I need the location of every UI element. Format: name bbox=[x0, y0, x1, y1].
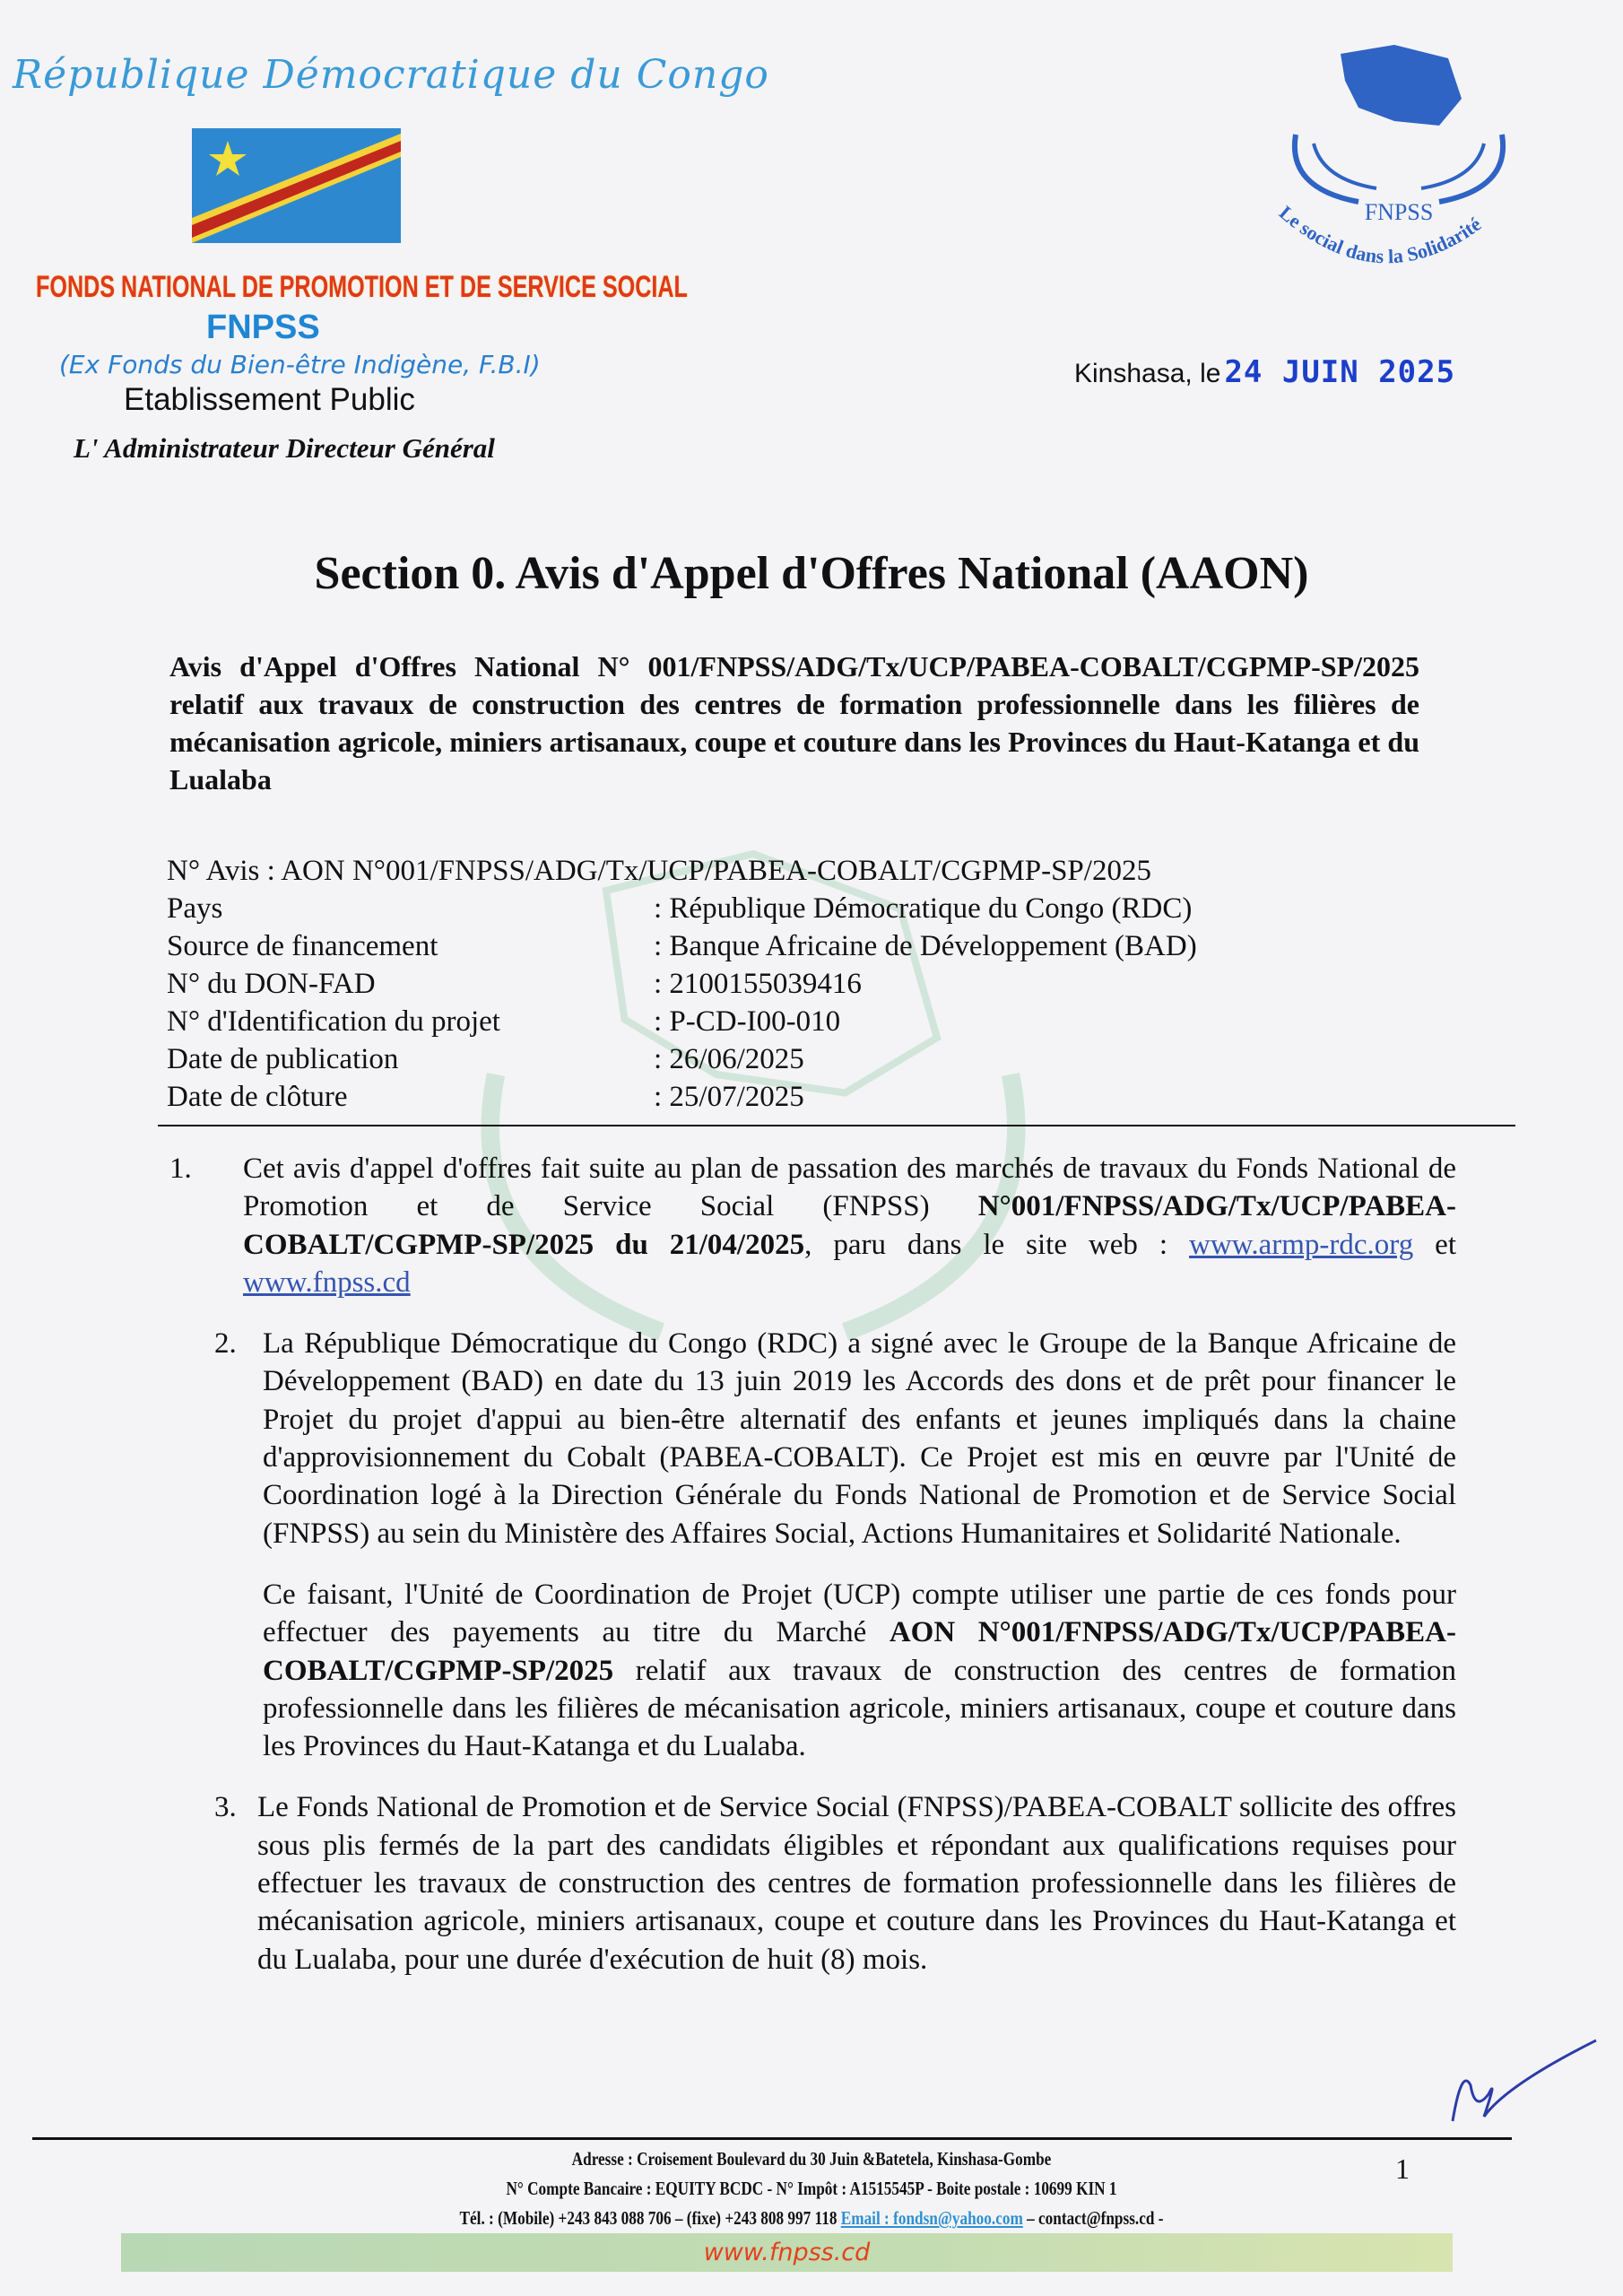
logo-acronym: FNPSS bbox=[1364, 199, 1434, 225]
info-key: N° du DON-FAD bbox=[167, 968, 376, 1000]
info-value: : 25/07/2025 bbox=[654, 1081, 804, 1113]
info-row bbox=[167, 890, 1623, 927]
fnpss-logo bbox=[1260, 36, 1538, 296]
divider bbox=[158, 1125, 1515, 1126]
initials-signature bbox=[1435, 2031, 1605, 2130]
country-script-heading: République Démocratique du Congo bbox=[13, 52, 769, 98]
list-item bbox=[263, 1576, 1623, 1765]
date-line bbox=[1074, 354, 1455, 390]
document-body bbox=[0, 648, 1623, 1979]
info-key: Pays bbox=[167, 892, 223, 925]
footer-divider bbox=[32, 2137, 1512, 2140]
paragraph-ce-faisant: Ce faisant, l'Unité de Coordination de Projet (UCP) compte utiliser une partie de ces fonds pour effectuer des payements au titre du Marché AON N°001/FNPSS/ADG/Tx/UCP/PABEA-COBALT/CGPMP-SP/2025 relatif aux travaux de construction des centres de formation professionnelle dans les filières de mécanisation agricole, miniers artisanaux, coupe et couture dans les Provinces du Haut-Katanga et du Lualaba. bbox=[263, 1578, 1456, 1763]
info-row bbox=[167, 1078, 1623, 1116]
website-text: www.fnpss.cd bbox=[703, 2239, 871, 2266]
info-row bbox=[167, 1003, 1623, 1040]
notice-info bbox=[167, 852, 1623, 1116]
info-value: : Banque Africaine de Développement (BAD) bbox=[654, 930, 1197, 962]
logo-motto: Le social dans la Solidarité bbox=[1274, 201, 1486, 268]
info-row bbox=[167, 965, 1623, 1003]
email-link[interactable]: Email : fondsn@yahoo.com bbox=[840, 2207, 1023, 2229]
footer-bank: N° Compte Bancaire : EQUITY BCDC - N° Impôt : A1515545P - Boite postale : 10699 KIN 1 bbox=[506, 2178, 1117, 2199]
info-value: : P-CD-I00-010 bbox=[654, 1005, 841, 1038]
signatory-title: L' Administrateur Directeur Général bbox=[74, 432, 495, 464]
org-acronym: FNPSS bbox=[206, 309, 320, 346]
list-item bbox=[214, 1325, 1623, 1552]
page-number: 1 bbox=[1395, 2152, 1410, 2185]
section-title: Section 0. Avis d'Appel d'Offres National (AAON) bbox=[314, 548, 1309, 599]
item-number: 3. bbox=[214, 1791, 237, 1824]
item-number: 2. bbox=[214, 1327, 237, 1361]
list-item bbox=[214, 1788, 1623, 1978]
info-value: : 26/06/2025 bbox=[654, 1043, 804, 1075]
footer-address: Adresse : Croisement Boulevard du 30 Juin &Batetela, Kinshasa-Gombe bbox=[571, 2148, 1052, 2170]
item-number: 1. bbox=[169, 1152, 192, 1185]
paragraph-2: La République Démocratique du Congo (RDC) a signé avec le Groupe de la Banque Africaine de Développement (BAD) en date du 13 juin 2019 les Accords des dons et de prêt pour financer le Projet du projet d'appui au bien-être alternatif des enfants et jeunes impliqués dans la chaine d'approvisionnement du Cobalt (PABEA-COBALT). Ce Projet est mis en œuvre par l'Unité de Coordination logé à la Direction Générale du Fonds National de Promotion et de Service Social (FNPSS) au sein du Ministère des Affaires Social, Actions Humanitaires et Solidarité Nationale. bbox=[263, 1327, 1456, 1550]
notice-intro: Avis d'Appel d'Offres National N° 001/FNPSS/ADG/Tx/UCP/PABEA-COBALT/CGPMP-SP/2025 relatif aux travaux de construction des centres de formation professionnelle dans les filières de mécanisation agricole, miniers artisanaux, coupe et couture dans les Provinces du Haut-Katanga et du Lualaba bbox=[169, 650, 1419, 796]
notice-number: N° Avis : AON N°001/FNPSS/ADG/Tx/UCP/PABEA-COBALT/CGPMP-SP/2025 bbox=[167, 855, 1151, 887]
info-value: : République Démocratique du Congo (RDC) bbox=[654, 892, 1193, 925]
list-item bbox=[169, 1150, 1623, 1301]
info-row bbox=[167, 1040, 1623, 1078]
info-key: Date de clôture bbox=[167, 1081, 348, 1113]
armp-link[interactable]: www.armp-rdc.org bbox=[1189, 1228, 1414, 1261]
paragraph-1: Cet avis d'appel d'offres fait suite au plan de passation des marchés de travaux du Fonds National de Promotion et de Service Social (FNPSS) N°001/FNPSS/ADG/Tx/UCP/PABEA-COBALT/CGPMP-SP/2025 du 21/04/2025, paru dans le site web : www.armp-rdc.org et www.fnpss.cd bbox=[243, 1152, 1456, 1299]
website-banner bbox=[121, 2233, 1453, 2272]
footer-contact: Tél. : (Mobile) +243 843 088 706 – (fixe) +243 808 997 118 Email : fondsn@yahoo.com – contact@fnpss.cd - bbox=[459, 2207, 1164, 2229]
former-name: (Ex Fonds du Bien-être Indigène, F.B.I) bbox=[59, 350, 541, 379]
date-label: Kinshasa, le bbox=[1074, 359, 1221, 388]
org-name: FONDS NATIONAL DE PROMOTION ET DE SERVICE SOCIAL bbox=[36, 270, 688, 304]
info-key: Date de publication bbox=[167, 1043, 399, 1075]
date-stamp: 24 JUIN 2025 bbox=[1224, 354, 1456, 390]
info-value: : 2100155039416 bbox=[654, 968, 862, 1000]
drc-flag bbox=[192, 128, 401, 243]
fnpss-link[interactable]: www.fnpss.cd bbox=[243, 1265, 411, 1299]
org-status: Etablissement Public bbox=[124, 382, 415, 417]
info-key: Source de financement bbox=[167, 930, 438, 962]
paragraph-3: Le Fonds National de Promotion et de Service Social (FNPSS)/PABEA-COBALT sollicite des offres sous plis fermés de la part des candidats éligibles et répondant aux qualifications requises pour effectuer les travaux de construction des centres de formation professionnelle dans les filières de mécanisation agricole, miniers artisanaux, coupe et couture dans les Provinces du Haut-Katanga et du Lualaba, pour une durée d'exécution de huit (8) mois. bbox=[257, 1791, 1456, 1976]
info-key: N° d'Identification du projet bbox=[167, 1005, 500, 1038]
info-row bbox=[167, 927, 1623, 965]
